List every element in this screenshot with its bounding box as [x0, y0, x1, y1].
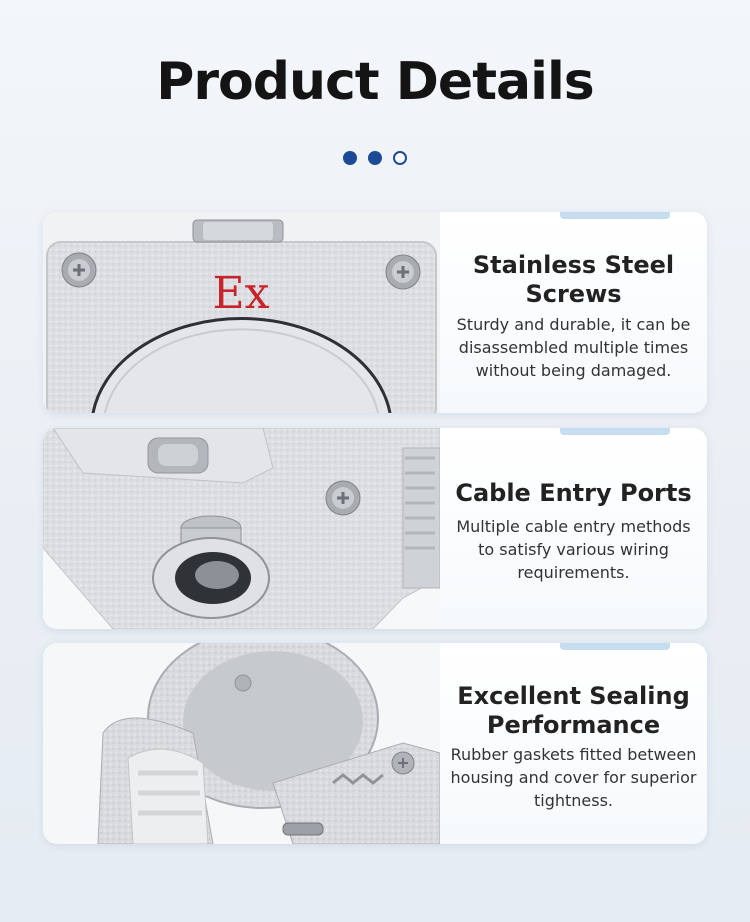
feature-heading: Excellent Sealing [457, 682, 690, 710]
feature-heading: Cable Entry Ports [455, 479, 692, 507]
product-photo-sealing [43, 643, 440, 844]
feature-description: Multiple cable entry methods [456, 517, 691, 536]
feature-description: Rubber gaskets fitted between [450, 745, 697, 764]
feature-heading: Screws [525, 280, 622, 308]
feature-text-sealing [440, 643, 707, 844]
pagination-dot-3[interactable] [393, 151, 407, 165]
feature-description: without being damaged. [475, 361, 672, 380]
feature-card-screws [43, 212, 707, 413]
feature-heading: Performance [486, 711, 661, 739]
ex-marking: Ex [212, 268, 270, 319]
feature-description: Sturdy and durable, it can be [456, 315, 691, 334]
pagination-dot-1[interactable] [343, 151, 357, 165]
feature-heading: Stainless Steel [472, 251, 675, 279]
card-tab-accent [560, 212, 670, 219]
feature-description: to satisfy various wiring [478, 540, 669, 559]
feature-text-screws [440, 212, 707, 413]
feature-card-sealing [43, 643, 707, 844]
feature-text-cable-entry [440, 428, 707, 629]
product-photo-cable-entry [43, 428, 440, 629]
product-photo-screws [43, 212, 440, 413]
card-tab-accent [560, 428, 670, 435]
card-tab-accent [560, 643, 670, 650]
feature-description: requirements. [517, 563, 630, 582]
feature-description: housing and cover for superior [450, 768, 697, 787]
feature-card-cable-entry [43, 428, 707, 629]
page-title: Product Details [156, 52, 594, 112]
feature-description: disassembled multiple times [458, 338, 689, 357]
pagination-dots [0, 151, 750, 165]
feature-description: tightness. [533, 791, 614, 810]
pagination-dot-2[interactable] [368, 151, 382, 165]
